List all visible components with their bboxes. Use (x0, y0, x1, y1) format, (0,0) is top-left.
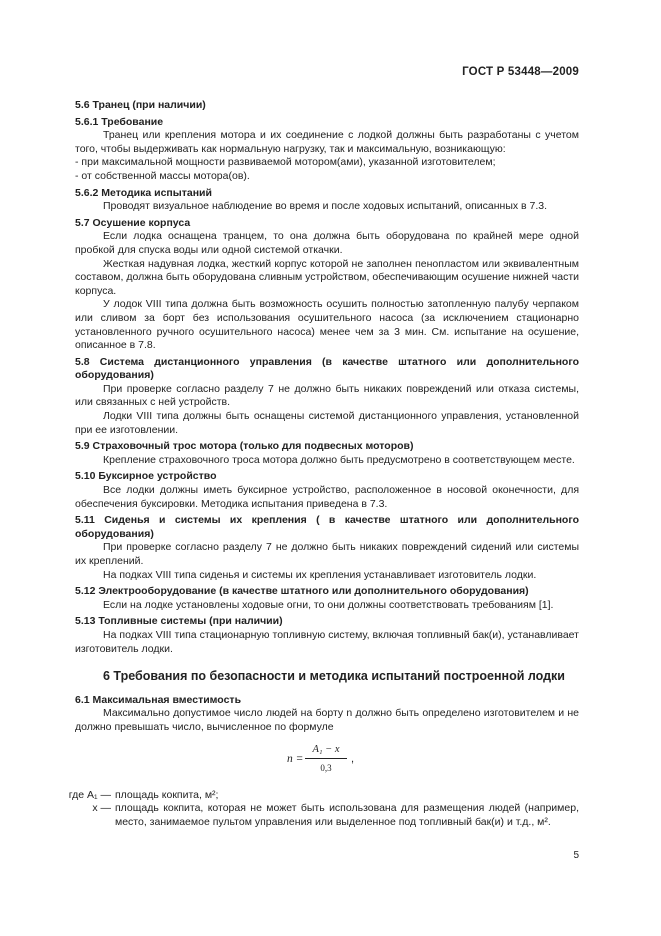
formula-legend (47, 789, 579, 830)
legend-row-a1 (47, 789, 579, 803)
paragraph: Транец или крепления мотора и их соединение с лодкой должны быть разработаны с учетом того, чтобы выдерживать как нормальную нагрузку, так и максимальную, возникающую: (75, 129, 579, 155)
legend-label: x — (92, 802, 111, 815)
formula-fraction (305, 743, 347, 776)
paragraph: При проверке согласно разделу 7 не должно быть никаких повреждений или отказа системы, или связанных с ней устройств. (75, 382, 579, 409)
legend-row-x (47, 802, 579, 829)
section-heading: 5.11 Сиденья и системы их крепления ( в качестве штатного или дополнительного оборудования) (75, 514, 579, 540)
section-heading: 5.8 Система дистанционного управления (в качестве штатного или дополнительного оборудования) (75, 355, 579, 382)
paragraph: Если на лодке установлены ходовые огни, то они должны соответствовать требованиям [1]. (103, 598, 554, 611)
section-heading: 5.13 Топливные системы (при наличии) (75, 615, 283, 628)
document-body (68, 96, 579, 829)
legend-text: площадь кокпита, м²; (115, 788, 219, 801)
document-header: ГОСТ Р 53448—2009 (462, 66, 579, 78)
formula-comma: , (351, 752, 355, 765)
paragraph: На подках VIII типа сиденья и системы их крепления устанавливает изготовитель лодки. (103, 568, 537, 581)
paragraph: Проводят визуальное наблюдение во время и после ходовых испытаний, описанных в 7.3. (103, 200, 548, 213)
paragraph: Жесткая надувная лодка, жесткий корпус которой не заполнен пенопластом или эквивалентным составом, должна быть оборудована сливным устройством, обеспечивающим осушение нижней части корпуса. (75, 257, 579, 297)
paragraph: При проверке согласно разделу 7 не должно быть никаких повреждений сидений или системы их креплений. (75, 541, 579, 567)
list-item: - от собственной массы мотора(ов). (75, 169, 250, 182)
formula-lhs: n = (287, 752, 304, 765)
paragraph: На подках VIII типа стационарную топливную систему, включая топливный бак(и), устанавливает изготовитель лодки. (75, 628, 579, 655)
section-heading: 5.6.1 Требование (75, 115, 164, 128)
section-6-1-heading: 6.1 Максимальная вместимость (75, 693, 242, 706)
section-heading: 5.6.2 Методика испытаний (75, 186, 212, 199)
paragraph: Лодки VIII типа должны быть оснащены системой дистанционного управления, установленной при ее изготовлении. (75, 410, 579, 436)
formula-denominator: 0,3 (320, 763, 332, 774)
legend-text: площадь кокпита, которая не может быть использована для размещения людей (например, место, занимаемое пультом управления или выделенное под топливный бак(и) и т.д., м². (115, 802, 579, 828)
section-heading: 5.12 Электрооборудование (в качестве штатного или дополнительного оборудования) (75, 585, 529, 598)
section-6-title: 6 Требования по безопасности и методика испытаний построенной лодки (103, 669, 565, 684)
formula-numerator: A₁ − x (305, 743, 347, 760)
legend-label: где A₁ — (68, 788, 111, 801)
capacity-formula (75, 743, 579, 783)
paragraph: У лодок VIII типа должна быть возможность осушить полностью затопленную палубу черпаком или сливом за борт без использования осушительного насоса (за исключением стационарно установленного ручного осушительного насоса) менее чем за 3 мин. См. испытание на осушение, описанное в 7.8. (75, 298, 579, 352)
section-heading: 5.9 Страховочный трос мотора (только для подвесных моторов) (75, 440, 414, 453)
sections-container (75, 99, 579, 656)
paragraph: Все лодки должны иметь буксирное устройство, расположенное в носовой оконечности, для обеспечения буксировки. Методика испытания приведена в 7.3. (75, 484, 579, 510)
section-heading: 5.6 Транец (при наличии) (75, 99, 206, 111)
section-6-1-paragraph: Максимально допустимое число людей на борту n должно быть определено изготовителем и не должно превышать число, вычисленное по формуле (75, 707, 579, 733)
page-number: 5 (573, 850, 579, 861)
paragraph: Крепление страховочного троса мотора должно быть предусмотрено в соответствующем месте. (103, 453, 575, 466)
section-heading: 5.10 Буксирное устройство (75, 470, 217, 483)
section-heading: 5.7 Осушение корпуса (75, 216, 191, 229)
paragraph: Если лодка оснащена транцем, то она должна быть оборудована по крайней мере одной пробкой для спуска воды или одной системой откачки. (75, 230, 579, 256)
list-item: - при максимальной мощности развиваемой мотором(ами), указанной изготовителем; (75, 156, 496, 169)
